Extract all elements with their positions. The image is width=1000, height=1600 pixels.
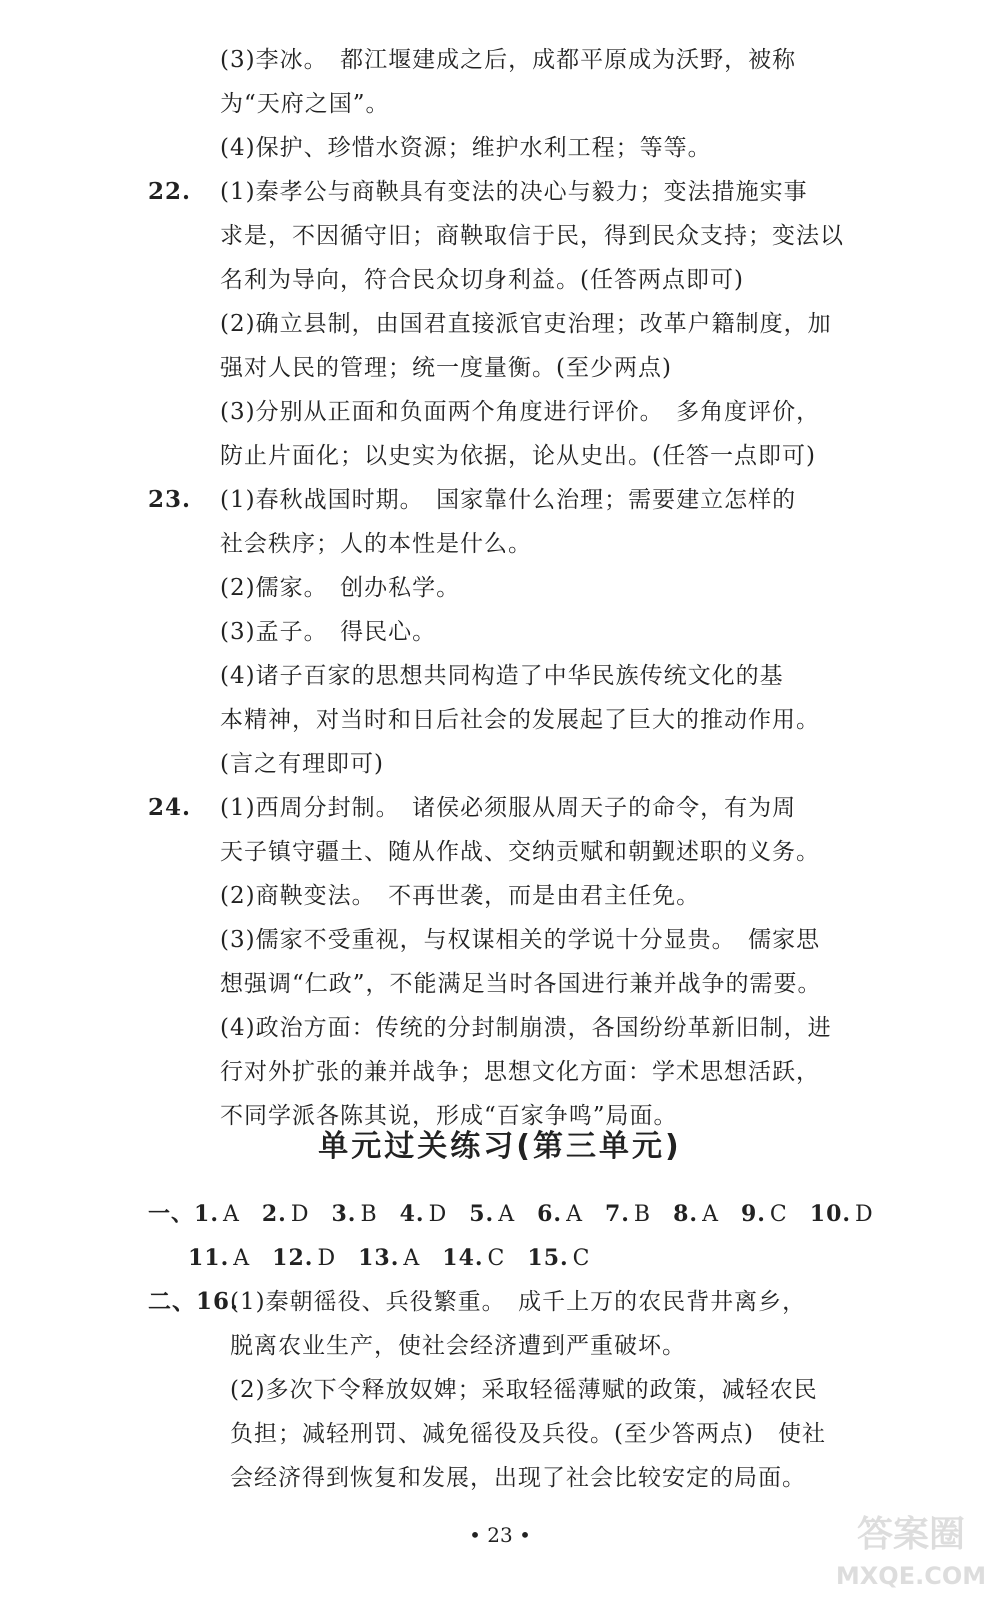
mc-answer-letter: D: [317, 1246, 337, 1271]
mc-answer-item: [400, 1202, 448, 1227]
mc-question-number: 1.: [194, 1201, 219, 1227]
mc-question-number: 14.: [442, 1245, 484, 1271]
q23-answer-1-line1: (1)春秋战国时期。 国家靠什么治理；需要建立怎样的: [220, 487, 797, 513]
q23-answer-4-line2: 本精神，对当时和日后社会的发展起了巨大的推动作用。: [220, 707, 820, 733]
mc-answer-item: [673, 1202, 719, 1227]
mc-row1-items: [194, 1202, 896, 1227]
mc-answer-item: [527, 1246, 590, 1271]
q22-answer-1-line3: 名利为导向，符合民众切身利益。(任答两点即可): [220, 267, 744, 293]
section-title: 单元过关练习(第三单元): [318, 1129, 682, 1164]
part1-row2: [188, 1236, 613, 1281]
mc-answer-item: [188, 1246, 250, 1271]
mc-question-number: 7.: [604, 1201, 630, 1227]
mc-question-number: 3.: [331, 1201, 357, 1227]
q24-answer-3-line2: 想强调“仁政”，不能满足当时各国进行兼并战争的需要。: [220, 971, 822, 997]
q16-answer-1-line1: (1)秦朝徭役、兵役繁重。 成千上万的农民背井离乡，: [230, 1289, 807, 1315]
watermark-text-bottom: MXQE.COM: [836, 1562, 986, 1590]
mc-answer-letter: C: [487, 1246, 506, 1271]
mc-question-number: 4.: [399, 1201, 425, 1227]
q22-answer-1-line1: (1)秦孝公与商鞅具有变法的决心与毅力；变法措施实事: [220, 179, 808, 205]
mc-answer-item: [272, 1246, 336, 1271]
q22-answer-2-line1: (2)确立县制，由国君直接派官吏治理；改革户籍制度，加: [220, 311, 832, 337]
q16-answer-1-line2: 脱离农业生产，使社会经济遭到严重破坏。: [230, 1333, 686, 1359]
q22-answer-1-line2: 求是，不因循守旧；商鞅取信于民，得到民众支持；变法以: [220, 223, 844, 249]
q23-number: 23.: [148, 486, 192, 513]
mc-question-number: 9.: [740, 1201, 766, 1227]
mc-answer-item: [537, 1202, 583, 1227]
q23-answer-3: (3)孟子。 得民心。: [220, 619, 437, 645]
watermark-logo: [836, 1504, 986, 1594]
page-number: • 23 •: [469, 1523, 531, 1547]
q22-answer-2-line2: 强对人民的管理；统一度量衡。(至少两点): [220, 355, 672, 381]
q24-answer-4-line1: (4)政治方面：传统的分封制崩溃，各国纷纷革新旧制，进: [220, 1015, 832, 1041]
mc-answer-letter: A: [566, 1202, 583, 1227]
q24-answer-4-line3: 不同学派各陈其说，形成“百家争鸣”局面。: [220, 1103, 678, 1129]
mc-answer-letter: D: [428, 1202, 448, 1227]
mc-answer-letter: A: [498, 1202, 516, 1227]
q23-answer-4-line1: (4)诸子百家的思想共同构造了中华民族传统文化的基: [220, 663, 784, 689]
mc-answer-item: [262, 1202, 310, 1227]
mc-answer-item: [442, 1246, 505, 1271]
q22-number: 22.: [148, 178, 192, 205]
mc-answer-item: [605, 1202, 651, 1227]
q23-answer-2: (2)儒家。 创办私学。: [220, 575, 461, 601]
mc-answer-letter: A: [233, 1246, 251, 1271]
q24-answer-2: (2)商鞅变法。 不再世袭，而是由君主任免。: [220, 883, 701, 909]
q24-answer-4-line2: 行对外扩张的兼并战争；思想文化方面：学术思想活跃，: [220, 1059, 820, 1085]
watermark-text-top: 答案圈: [856, 1514, 966, 1555]
mc-answer-item: [331, 1202, 377, 1227]
mc-answer-item: [194, 1202, 240, 1227]
mc-question-number: 11.: [188, 1245, 230, 1271]
q16-number: 16.: [196, 1288, 240, 1315]
mc-question-number: 6.: [537, 1201, 563, 1227]
mc-question-number: 13.: [358, 1245, 400, 1271]
mc-question-number: 12.: [272, 1245, 314, 1271]
mc-answer-item: [741, 1202, 788, 1227]
q22-answer-3-line2: 防止片面化；以史实为依据，论从史出。(任答一点即可): [220, 443, 816, 469]
q23-answer-4-line3: (言之有理即可): [220, 751, 384, 777]
part2-label: [148, 1280, 239, 1324]
q21-answer-4: (4)保护、珍惜水资源；维护水利工程；等等。: [220, 135, 712, 161]
mc-question-number: 5.: [469, 1201, 495, 1227]
mc-answer-letter: C: [769, 1202, 788, 1227]
q24-number: 24.: [148, 794, 192, 821]
mc-question-number: 15.: [527, 1245, 569, 1271]
mc-answer-letter: B: [360, 1202, 378, 1227]
q22-answer-3-line1: (3)分别从正面和负面两个角度进行评价。 多角度评价，: [220, 399, 821, 425]
q24-answer-3-line1: (3)儒家不受重视，与权谋相关的学说十分显贵。 儒家思: [220, 927, 821, 953]
q16-answer-2-line2: 负担；减轻刑罚、减免徭役及兵役。(至少答两点) 使社: [230, 1421, 826, 1447]
q21-answer-3-line1: (3)李冰。 都江堰建成之后，成都平原成为沃野，被称: [220, 47, 797, 73]
mc-answer-letter: A: [702, 1202, 719, 1227]
part2-label-text: 二、: [148, 1288, 196, 1315]
q21-answer-3-line2: 为“天府之国”。: [220, 91, 390, 117]
mc-answer-letter: D: [855, 1202, 874, 1227]
mc-answer-item: [358, 1246, 420, 1271]
q16-answer-2-line1: (2)多次下令释放奴婢；采取轻徭薄赋的政策，减轻农民: [230, 1377, 818, 1403]
mc-row2-items: [188, 1246, 613, 1271]
mc-question-number: 10.: [809, 1201, 852, 1227]
q23-answer-1-line2: 社会秩序；人的本性是什么。: [220, 531, 532, 557]
q24-answer-1-line2: 天子镇守疆土、随从作战、交纳贡赋和朝觐述职的义务。: [220, 839, 820, 865]
q16-answer-2-line3: 会经济得到恢复和发展，出现了社会比较安定的局面。: [230, 1465, 806, 1491]
mc-answer-letter: B: [633, 1202, 652, 1227]
part1-label: 一、: [148, 1201, 195, 1227]
mc-answer-letter: D: [290, 1202, 310, 1227]
q24-answer-1-line1: (1)西周分封制。 诸侯必须服从周天子的命令，有为周: [220, 795, 797, 821]
mc-answer-letter: A: [222, 1202, 240, 1227]
mc-answer-item: [469, 1202, 515, 1227]
part1-row1: [148, 1192, 896, 1237]
mc-question-number: 2.: [261, 1201, 287, 1227]
mc-answer-item: [810, 1202, 874, 1227]
mc-answer-letter: A: [403, 1246, 421, 1271]
mc-answer-letter: C: [572, 1246, 591, 1271]
mc-question-number: 8.: [673, 1201, 699, 1227]
